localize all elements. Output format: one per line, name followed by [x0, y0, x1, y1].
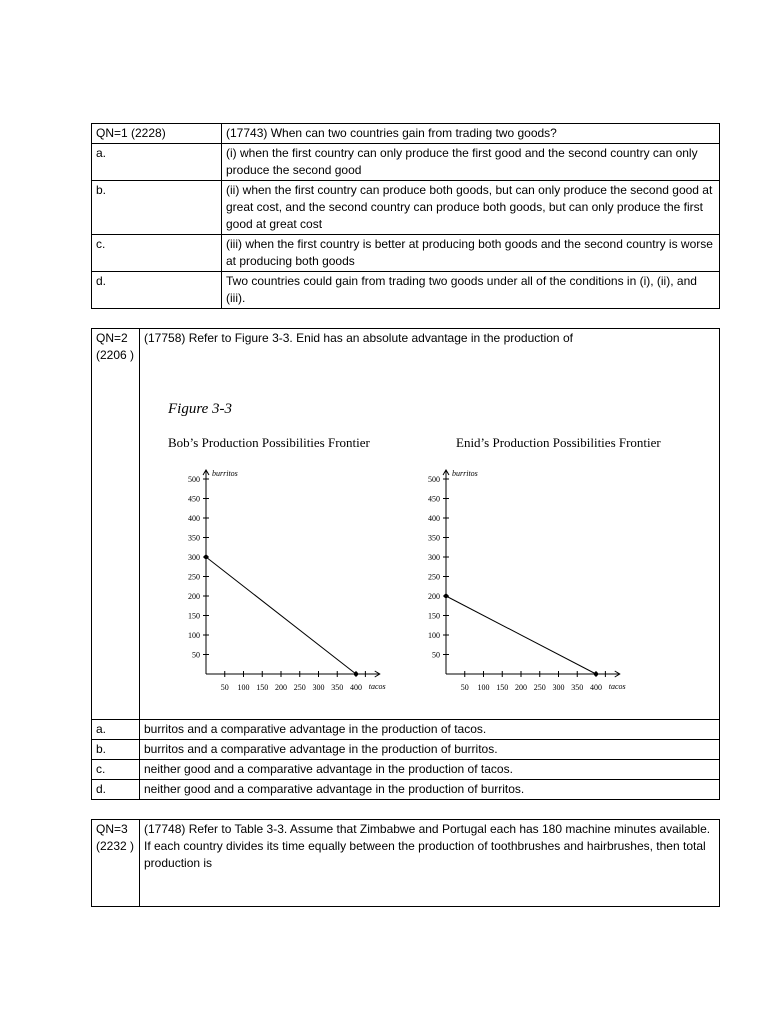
chart-1-x-tick-label: 100 — [237, 683, 250, 692]
option-letter: b. — [92, 181, 222, 235]
option-letter: d. — [92, 780, 140, 800]
chart-1-y-tick-label: 350 — [188, 533, 200, 543]
question-1-stem: (17743) When can two countries gain from trading two goods? — [222, 124, 720, 144]
option-row — [92, 272, 720, 309]
chart-1-xlabel: tacos — [368, 682, 386, 691]
option-row — [92, 144, 720, 181]
question-2-table — [91, 328, 720, 800]
chart-1-title: Bob’s Production Possibilities Frontier — [168, 435, 370, 450]
chart-1-y-tick-label: 500 — [188, 475, 200, 484]
question-2-header-row — [92, 329, 720, 720]
chart-1-x-tick-label: 200 — [275, 683, 287, 692]
option-text: neither good and a comparative advantage in the production of burritos. — [140, 780, 720, 800]
chart-2-x-tick-label: 50 — [460, 683, 469, 692]
chart-1-y-tick-label: 250 — [188, 572, 200, 582]
option-row — [92, 740, 720, 760]
chart-1-y-tick-label: 50 — [192, 650, 200, 660]
chart-2-y-tick-label: 250 — [428, 572, 440, 582]
chart-2-y-tick-label: 100 — [428, 631, 440, 640]
option-row — [92, 181, 720, 235]
chart-2-xlabel: tacos — [608, 682, 626, 691]
chart-1-x-tick-label: 250 — [293, 683, 306, 692]
chart-1-y-tick-label: 150 — [188, 611, 200, 621]
chart-2-ylabel: burritos — [452, 469, 478, 478]
chart-2-x-tick-label: 150 — [496, 683, 509, 692]
chart-2-y-tick-label: 50 — [432, 650, 440, 660]
option-text: Two countries could gain from trading two goods under all of the conditions in (i), (ii), and (iii). — [222, 272, 720, 309]
chart-1-x-tick-label: 350 — [331, 683, 344, 692]
option-row — [92, 235, 720, 272]
chart-1-y-tick-label: 450 — [188, 494, 200, 504]
option-letter: c. — [92, 760, 140, 780]
chart-1-ppf-point — [204, 555, 208, 559]
chart-2-x-tick-label: 100 — [477, 683, 490, 692]
option-letter: a. — [92, 720, 140, 740]
chart-1-ppf-point — [354, 672, 358, 676]
option-text: (i) when the first country can only produce the first good and the second country can only produce the second good — [222, 144, 720, 181]
figure-title: Figure 3-3 — [168, 401, 233, 417]
chart-1-ylabel: burritos — [212, 469, 238, 478]
chart-2-y-tick-label: 400 — [428, 514, 440, 523]
chart-2-title: Enid’s Production Possibilities Frontier — [456, 435, 661, 450]
chart-1-ppf-line — [206, 557, 356, 674]
chart-2-y-tick-label: 350 — [428, 533, 440, 543]
option-letter: d. — [92, 272, 222, 309]
question-3-header-row — [92, 820, 720, 907]
chart-2-y-tick-label: 200 — [428, 592, 440, 601]
option-letter: a. — [92, 144, 222, 181]
option-text: burritos and a comparative advantage in the production of tacos. — [140, 720, 720, 740]
chart-2-y-tick-label: 300 — [428, 553, 440, 562]
option-row — [92, 760, 720, 780]
chart-2-y-tick-label: 150 — [428, 611, 440, 621]
chart-1-y-tick-label: 200 — [188, 592, 200, 601]
question-2-figure-cell — [140, 329, 720, 720]
chart-2-x-tick-label: 300 — [552, 683, 565, 692]
option-letter: b. — [92, 740, 140, 760]
question-3-id: QN=3 (2232 ) — [92, 820, 140, 907]
chart-2-ppf-point — [594, 672, 598, 676]
chart-2-ppf-line — [446, 596, 596, 674]
chart-1-x-tick-label: 150 — [256, 683, 269, 692]
option-text: neither good and a comparative advantage in the production of tacos. — [140, 760, 720, 780]
chart-1-y-tick-label: 400 — [188, 514, 200, 523]
option-row — [92, 780, 720, 800]
chart-2-ppf-point — [444, 594, 448, 598]
chart-2-x-tick-label: 200 — [515, 683, 527, 692]
option-text: (iii) when the first country is better at producing both goods and the second country is worse at producing both goods — [222, 235, 720, 272]
option-text: (ii) when the first country can produce both goods, but can only produce the second good at great cost, and the second country can produce both goods, but can only produce the first good at great cost — [222, 181, 720, 235]
question-2-id: QN=2 (2206 ) — [92, 329, 140, 720]
chart-1-y-tick-label: 100 — [188, 631, 200, 640]
question-2-stem: (17758) Refer to Figure 3-3. Enid has an absolute advantage in the production of — [144, 331, 573, 345]
figure-3-3 — [140, 329, 720, 717]
option-letter: c. — [92, 235, 222, 272]
chart-2-y-tick-label: 450 — [428, 494, 440, 504]
question-3-stem: (17748) Refer to Table 3-3. Assume that Zimbabwe and Portugal each has 180 machine minutes available. If each country divides its time equally between the production of toothbrushes and hairbrushes, then total production is — [140, 820, 720, 907]
chart-1-x-tick-label: 400 — [350, 683, 362, 692]
chart-2-x-tick-label: 350 — [571, 683, 584, 692]
chart-2-x-tick-label: 250 — [533, 683, 546, 692]
question-1-table — [91, 123, 720, 309]
question-1-header-row — [92, 124, 720, 144]
chart-1-y-tick-label: 300 — [188, 553, 200, 562]
question-1-id: QN=1 (2228) — [92, 124, 222, 144]
chart-1-x-tick-label: 50 — [220, 683, 229, 692]
option-text: burritos and a comparative advantage in the production of burritos. — [140, 740, 720, 760]
chart-2-x-tick-label: 400 — [590, 683, 602, 692]
option-row — [92, 720, 720, 740]
chart-2-y-tick-label: 500 — [428, 475, 440, 484]
question-3-table — [91, 819, 720, 907]
chart-1-x-tick-label: 300 — [312, 683, 325, 692]
